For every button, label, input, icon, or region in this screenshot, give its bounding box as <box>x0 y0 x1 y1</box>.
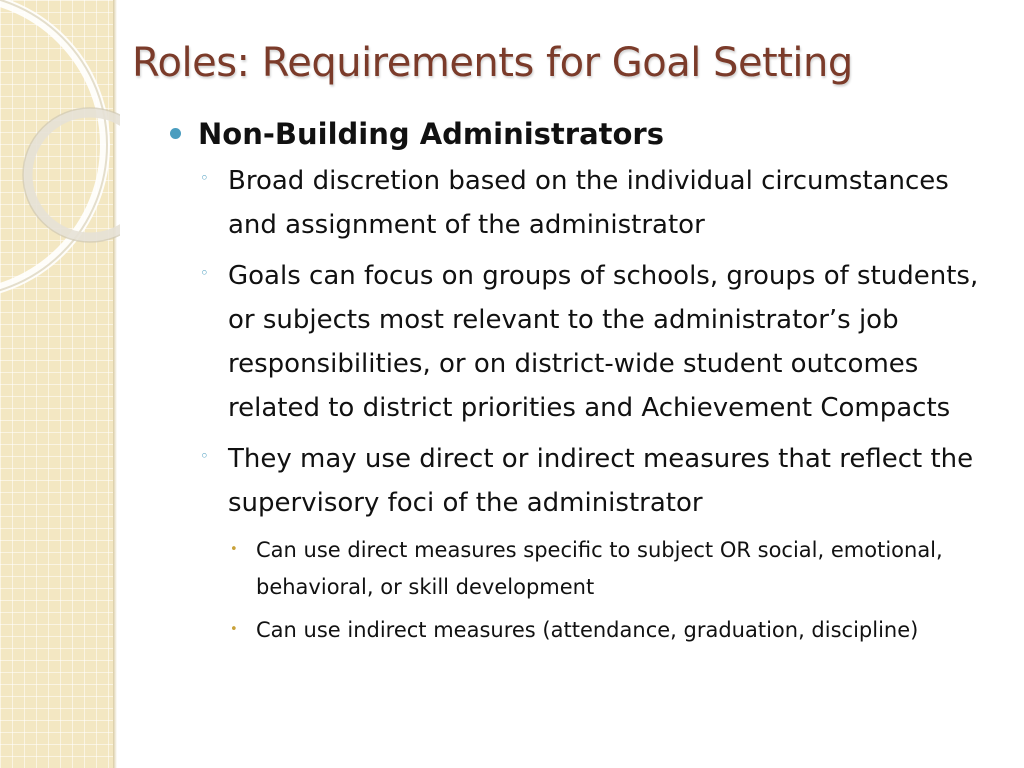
sub-bullet-text: Can use direct measures specific to subject OR social, emotional, behavioral, or skill development <box>256 538 943 599</box>
hollow-circle-bullet-icon: ◦ <box>200 447 209 465</box>
bullet-level3 <box>170 532 1000 606</box>
bullet-text: They may use direct or indirect measures that reflect the supervisory foci of the administrator <box>228 444 974 518</box>
bullet-level1 <box>170 112 1000 156</box>
bullet-text: Goals can focus on groups of schools, groups of students, or subjects most relevant to the administrator’s job responsibilities, or on district-wide student outcomes related to district priorities and Achievement Compacts <box>228 261 979 423</box>
slide-title: Roles: Requirements for Goal Setting <box>132 40 853 86</box>
bullet-heading-text: Non-Building Administrators <box>198 117 664 151</box>
bullet-level2 <box>170 254 1000 430</box>
filled-circle-bullet-icon <box>170 128 181 139</box>
small-dot-bullet-icon: • <box>230 542 238 557</box>
bullet-level2 <box>170 437 1000 525</box>
bullet-level3 <box>170 612 1000 649</box>
small-dot-bullet-icon: • <box>230 622 238 637</box>
hollow-circle-bullet-icon: ◦ <box>200 264 209 282</box>
hollow-circle-bullet-icon: ◦ <box>200 169 209 187</box>
bullet-text: Broad discretion based on the individual circumstances and assignment of the administrator <box>228 166 949 240</box>
decorative-side-strip <box>0 0 113 768</box>
slide-body <box>170 112 1000 655</box>
bullet-level2 <box>170 159 1000 247</box>
sub-bullet-text: Can use indirect measures (attendance, graduation, discipline) <box>256 618 919 642</box>
side-strip-shadow <box>113 0 117 768</box>
